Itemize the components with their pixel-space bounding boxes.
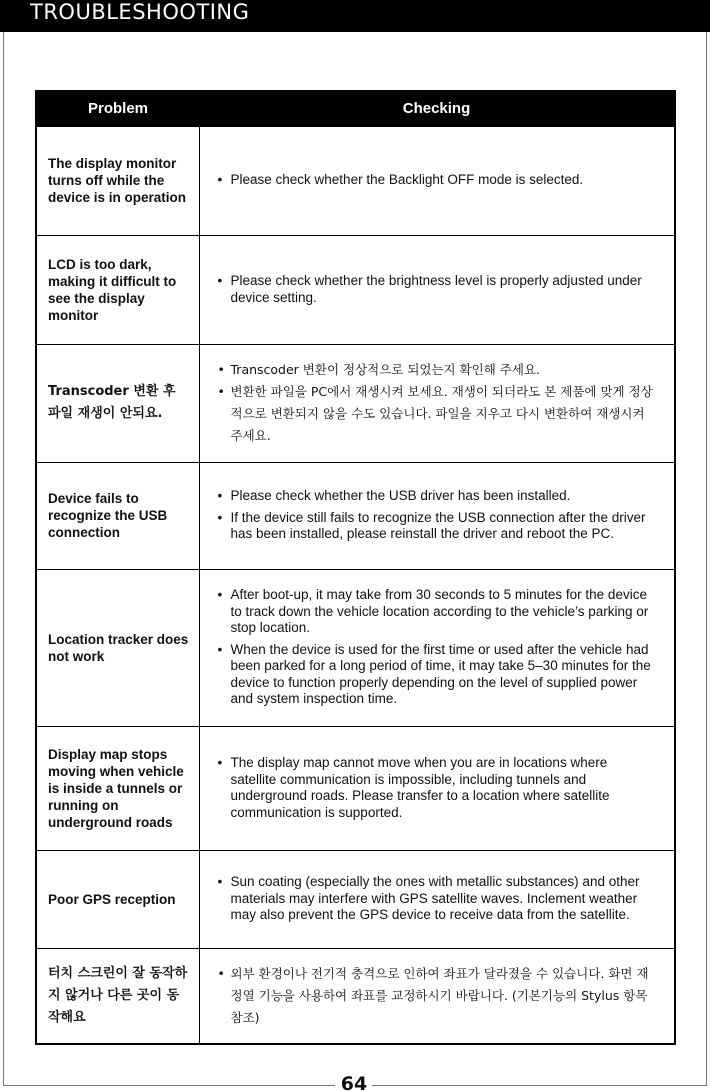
table-header-row [36,91,675,126]
bullet-icon: • [217,273,223,288]
check-item: • After boot-up, it may take from 30 seconds to 5 minutes for the device to track down the vehicle location according to the vehicle’s parking or stop location. [217,587,649,636]
page-number: 64 [340,1073,368,1091]
check-list [218,359,657,447]
check-list [218,963,657,1029]
problem-cell: Transcoder 변환 후 파일 재생이 안되요. [36,344,199,462]
checking-cell [199,462,675,569]
problem-cell: Display map stops moving when vehicle is inside a tunnels or running on underground roads [36,726,199,850]
check-item: • Please check whether the Backlight OFF mode is selected. [217,172,584,188]
problem-cell: Device fails to recognize the USB connection [36,462,199,569]
check-list [218,273,657,306]
problem-cell: Location tracker does not work [36,569,199,726]
table-row [36,126,675,235]
bullet-icon: • [217,965,225,981]
check-list [218,488,657,543]
problem-cell: 터치 스크린이 잘 동작하지 않거나 다른 곳이 동작해요 [36,948,199,1044]
check-list [218,587,657,708]
check-item: • When the device is used for the first time or used after the vehicle had been parked for a long period of time, it may take 5–30 minutes for the device to function properly depending on the level of supplied power and system inspection time. [217,641,651,707]
table-row [36,850,675,948]
check-item: • 외부 환경이나 전기적 충격으로 인하여 좌표가 달라졌을 수 있습니다. 화면 재정열 기능을 사용하여 좌표를 교정하시기 바랍니다. (기본기능의 Stylus 항목 참조) [218,963,657,1029]
check-item: • Please check whether the brightness level is properly adjusted under device setting. [217,273,642,305]
page-frame-bottom-right [372,1085,707,1086]
checking-cell [199,126,675,235]
bullet-icon: • [217,874,223,890]
problem-cell: The display monitor turns off while the device is in operation [36,126,199,235]
check-list [218,755,657,821]
check-list [218,874,657,924]
bullet-icon: • [217,362,225,377]
checking-cell [199,344,675,462]
checking-cell [199,235,675,344]
table-row [36,569,675,726]
check-item: • Transcoder 변환이 정상적으로 되었는지 확인해 주세요. [218,359,657,381]
column-header-checking: Checking [199,91,675,126]
check-item: • The display map cannot move when you are in locations where satellite communication is impossible, including tunnels and underground roads. Please transfer to a location where satellite communication is supported. [217,755,610,820]
bullet-icon: • [217,509,223,525]
check-list [218,172,657,189]
check-item: • If the device still fails to recognize the USB connection after the driver has been installed, please reinstall the driver and reboot the PC. [217,509,646,542]
check-item: • Sun coating (especially the ones with metallic substances) and other materials may interfere with GPS satellite waves. Inclement weather may also prevent the GPS device to receive data from the satellite. [217,874,640,923]
checking-cell [199,948,675,1044]
table-row [36,344,675,462]
troubleshooting-table [35,90,676,1045]
table-row [36,235,675,344]
bullet-icon: • [217,488,223,504]
table-row [36,726,675,850]
header-bar [0,0,710,32]
page-title: TROUBLESHOOTING [30,0,250,24]
problem-cell: Poor GPS reception [36,850,199,948]
checking-cell [199,726,675,850]
bullet-icon: • [217,755,223,770]
problem-cell: LCD is too dark, making it difficult to see the display monitor [36,235,199,344]
table-row [36,948,675,1044]
checking-cell [199,569,675,726]
table-row [36,462,675,569]
bullet-icon: • [217,384,225,399]
checking-cell [199,850,675,948]
bullet-icon: • [217,587,223,603]
column-header-problem: Problem [36,91,199,126]
check-item: • Please check whether the USB driver has been installed. [217,488,571,504]
page-frame-left [3,32,4,1086]
bullet-icon: • [217,641,223,657]
page-frame-right [706,32,707,1086]
check-item: • 변환한 파일을 PC에서 재생시켜 보세요. 재생이 되더라도 본 제품에 맞게 정상적으로 변환되지 않을 수도 있습니다. 파일을 지우고 다시 변환하여 재생시켜 주세요. [218,381,657,447]
page-frame-bottom-left [3,1085,335,1086]
bullet-icon: • [217,172,223,188]
